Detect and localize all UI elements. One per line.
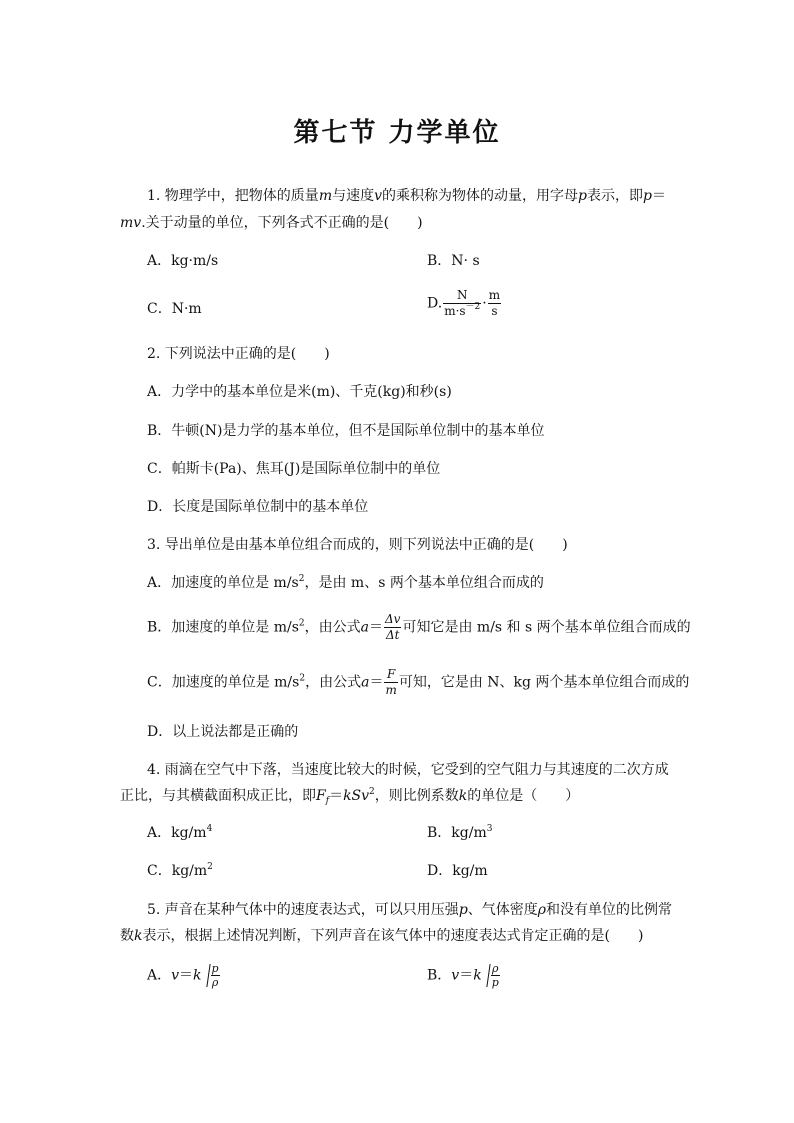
denominator: [443, 304, 481, 319]
fraction: [211, 962, 220, 989]
option-text: 可知它是由 m/s 和 s 两个基本单位组合而成的: [402, 619, 691, 636]
var-a: a: [361, 674, 370, 691]
equals-sign: ＝: [179, 967, 194, 984]
subscript-f: f: [325, 796, 330, 806]
exponent: 4: [206, 824, 213, 834]
q4-text: 正比，与其横截面积成正比，即: [120, 788, 316, 804]
q4-option-c: [147, 861, 213, 881]
numerator: m: [488, 288, 501, 302]
option-text: A．加速度的单位是 m/s: [147, 575, 299, 591]
exponent: 2: [369, 787, 375, 797]
q4-stem-line2: [120, 786, 579, 806]
q5-option-b: [427, 962, 501, 989]
square-root: [202, 962, 221, 989]
denominator: s: [491, 304, 498, 318]
exponent: 2: [298, 574, 305, 584]
q1-option-a: A．kg·m/s: [147, 253, 219, 269]
denominator: Δt: [385, 628, 400, 642]
q5-stem-line2: [120, 926, 643, 946]
var-v: v: [171, 967, 180, 984]
option-text: B．kg/m: [427, 825, 487, 841]
q5-text: 和没有单位的比例常: [546, 902, 673, 918]
q1-text: 的乘积称为物体的动量，用字母: [382, 188, 579, 204]
fraction: [488, 288, 501, 319]
q1-text: 1. 物理学中，把物体的质量: [147, 188, 319, 204]
equals-sign: ＝: [329, 788, 344, 804]
numerator: p: [211, 962, 219, 975]
exponent: －2: [465, 302, 481, 312]
option-text: ，由公式: [304, 619, 361, 636]
q2-stem: 2. 下列说法中正确的是( ): [147, 346, 330, 362]
q5-text: 表示，根据上述情况判断，下列声音在该气体中的速度表达式肯定正确的是( ): [142, 928, 644, 944]
q3-option-b: [147, 612, 691, 643]
q4-stem-line1: 4. 雨滴在空气中下落，当速度比较大的时候，它受到的空气阻力与其速度的二次方成: [147, 762, 669, 778]
q5-text: 数: [120, 928, 134, 944]
q1-option-b: B．N· s: [427, 253, 480, 269]
q3-option-c: [147, 667, 689, 698]
option-text: ，由公式: [305, 674, 362, 691]
option-label: B．: [427, 967, 452, 984]
var-p: p: [642, 188, 652, 204]
equals-sign: ＝: [369, 619, 384, 636]
var-kSv: kSv: [343, 788, 370, 804]
q1-text: .关于动量的单位，下列各式不正确的是( ): [141, 215, 423, 231]
q1-text: 表示，即: [586, 188, 643, 204]
fraction: [491, 962, 500, 989]
q3-option-a: [147, 573, 544, 593]
square-root: [482, 962, 501, 989]
var-mv: mv: [120, 215, 142, 231]
numerator: Δv: [385, 612, 401, 626]
equals-sign: ＝: [651, 188, 666, 204]
var-v: v: [374, 188, 383, 204]
var-k: k: [458, 788, 468, 804]
option-text: A．kg/m: [147, 825, 207, 841]
option-text: C．加速度的单位是 m/s: [147, 674, 300, 691]
var-F: F: [316, 788, 326, 804]
var-p: p: [458, 902, 468, 918]
denominator: ρ: [211, 976, 219, 989]
option-label: D.: [427, 295, 443, 312]
option-text: B．加速度的单位是 m/s: [147, 619, 299, 636]
fraction: [384, 667, 397, 698]
denominator: m: [385, 683, 397, 697]
q5-option-a: [147, 962, 221, 989]
denominator-text: m·s: [444, 304, 466, 318]
q1-stem-line2: [120, 213, 423, 233]
var-k: k: [473, 967, 482, 984]
var-a: a: [360, 619, 370, 636]
exponent: 2: [207, 862, 213, 872]
q5-text: 、气体密度: [467, 902, 538, 918]
q4-option-b: [427, 823, 492, 843]
q2-option-a: A．力学中的基本单位是米(m)、千克(kg)和秒(s): [147, 384, 452, 400]
var-k: k: [134, 928, 143, 944]
numerator: N: [443, 288, 481, 304]
dot-operator: ·: [482, 295, 487, 312]
q1-stem-line1: [147, 186, 666, 206]
option-label: A．: [147, 967, 172, 984]
fraction: [443, 288, 481, 319]
var-k: k: [193, 967, 202, 984]
exponent: 2: [298, 618, 305, 629]
q3-option-d: D．以上说法都是正确的: [147, 724, 299, 740]
q5-stem-line1: [147, 900, 672, 920]
fraction: [384, 612, 401, 643]
q1-text: 与速度: [332, 188, 375, 204]
q4-text: 的单位是（ ）: [467, 788, 580, 804]
option-text: 可知，它是由 N、kg 两个基本单位组合而成的: [398, 674, 690, 691]
q4-option-a: [147, 823, 212, 843]
equals-sign: ＝: [459, 967, 474, 984]
option-text: C．kg/m: [147, 863, 208, 879]
q2-option-d: D．长度是国际单位制中的基本单位: [147, 499, 369, 515]
exponent: 3: [486, 824, 493, 834]
q5-text: 5. 声音在某种气体中的速度表达式，可以只用压强: [147, 902, 459, 918]
q1-option-c: C．N·m: [147, 301, 202, 317]
q4-text: ，则比例系数: [374, 788, 459, 804]
exponent: 2: [299, 673, 306, 684]
var-p: p: [578, 188, 587, 204]
var-rho: ρ: [537, 902, 547, 918]
q2-option-c: C．帕斯卡(Pa)、焦耳(J)是国际单位制中的单位: [147, 461, 441, 477]
equals-sign: ＝: [369, 674, 384, 691]
var-m: m: [318, 188, 333, 204]
numerator: F: [384, 667, 397, 683]
q4-option-d: D．kg/m: [427, 863, 488, 879]
q3-stem: 3. 导出单位是由基本单位组合而成的，则下列说法中正确的是( ): [147, 537, 568, 553]
q2-option-b: B．牛顿(N)是力学的基本单位，但不是国际单位制中的基本单位: [147, 423, 545, 439]
denominator: p: [491, 976, 499, 989]
q1-option-d: [427, 288, 502, 319]
numerator: ρ: [491, 962, 499, 975]
option-text: ，是由 m、s 两个基本单位组合而成的: [304, 575, 544, 591]
var-v: v: [451, 967, 460, 984]
page-title: 第七节 力学单位: [293, 118, 501, 148]
